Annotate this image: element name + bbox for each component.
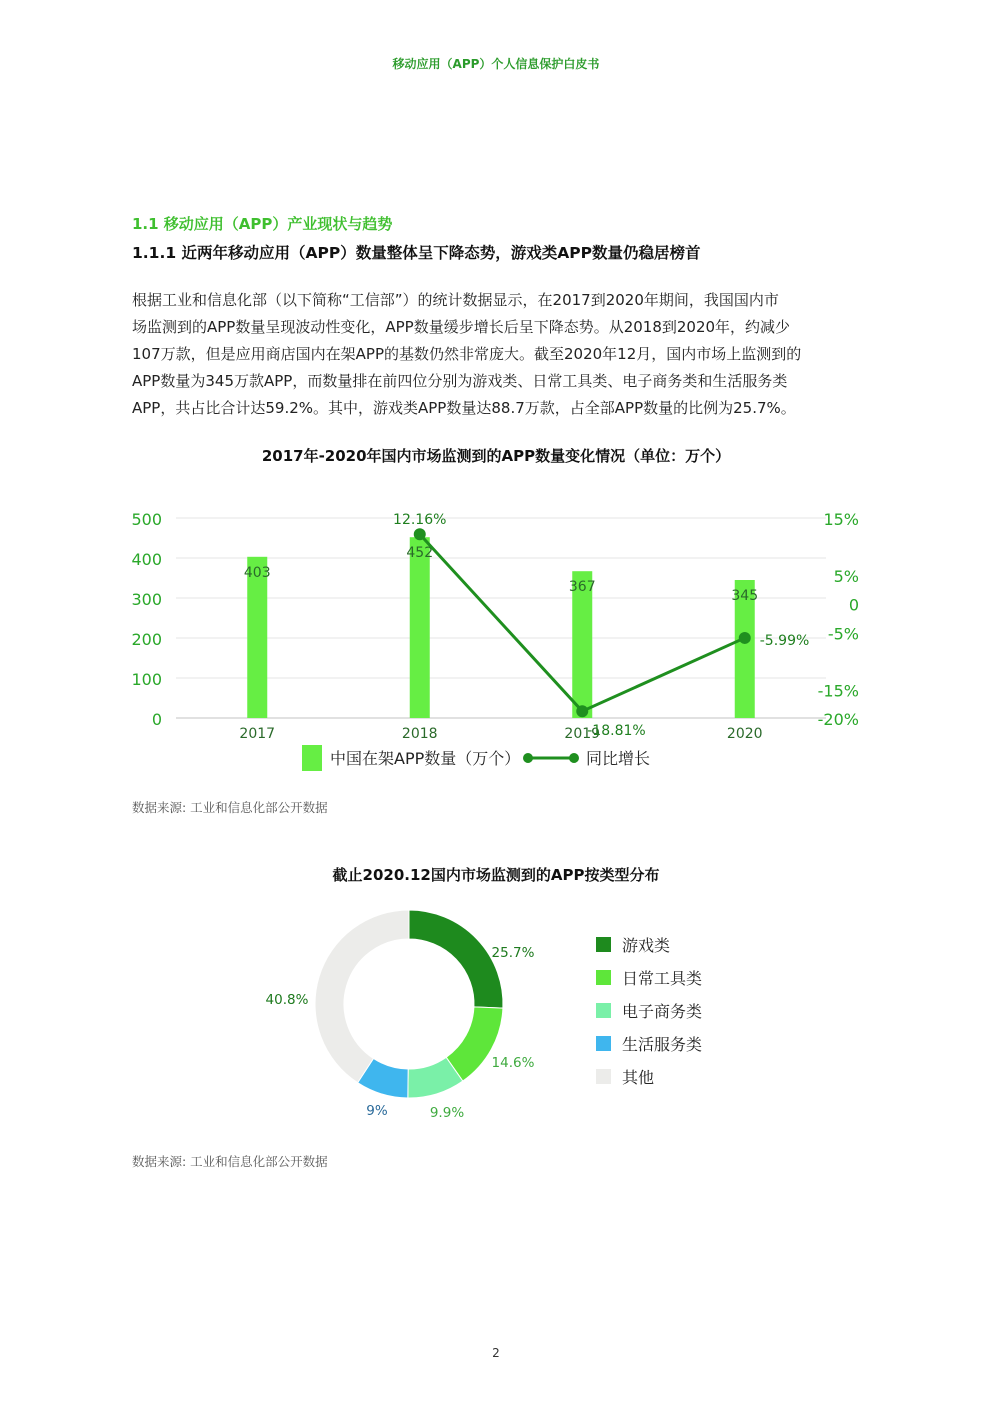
donut-chart [0,900,992,1130]
bar-chart-source: 数据来源: 工业和信息化部公开数据 [132,800,328,815]
running-header: 移动应用（APP）个人信息保护白皮书 [392,57,600,71]
y-left-tick-label: 100 [131,670,162,689]
y-right-tick-label: -15% [817,681,859,701]
y-left-tick-label: 200 [131,630,162,649]
legend-label: 日常工具类 [622,969,703,988]
legend-line-dot [523,753,533,763]
bar-chart [0,495,992,785]
bar-value-label: 367 [568,579,596,596]
legend-bar-swatch [302,745,322,771]
legend-swatch [596,1069,611,1084]
legend-label: 游戏类 [622,936,671,955]
paragraph-line: 场监测到的APP数量呈现波动性变化，APP数量缓步增长后呈下降态势。从2018到2020年，约减少 [132,318,791,336]
x-tick-label: 2019 [564,726,601,742]
legend-swatch [596,937,611,952]
x-tick-label: 2018 [401,726,438,742]
x-tick-label: 2017 [239,726,276,742]
legend-label: 电子商务类 [622,1002,703,1021]
donut-chart-source: 数据来源: 工业和信息化部公开数据 [132,1154,328,1169]
y-right-tick-label: -20% [817,710,859,729]
donut-slice-label: 40.8% [265,992,309,1008]
y-right-tick-label: 5% [833,567,859,587]
growth-point [739,632,751,644]
bar-value-label: 403 [243,564,271,581]
donut-slice-label: 9% [366,1103,388,1119]
paragraph-line: 根据工业和信息化部（以下简称“工信部”）的统计数据显示，在2017到2020年期间，我国国内市 [132,291,779,309]
donut-slice [315,910,409,1083]
y-right-tick-label: 0 [848,595,859,615]
y-right-tick-label: -5% [827,624,859,644]
paragraph-line: APP，共占比合计达59.2%。其中，游戏类APP数量达88.7万款，占全部APP数量的比例为25.7%。 [132,399,796,417]
bar-chart-title: 2017年-2020年国内市场监测到的APP数量变化情况（单位：万个） [261,447,731,465]
bar-value-label: 452 [406,545,434,562]
donut-chart-title: 截止2020.12国内市场监测到的APP按类型分布 [332,866,660,884]
donut-slice-label: 25.7% [491,945,535,961]
paragraph-line: 107万款，但是应用商店国内在架APP的基数仍然非常庞大。截至2020年12月，国内市场上监测到的 [132,345,802,363]
bar [410,537,430,718]
legend-label: 其他 [622,1068,655,1087]
page-number: 2 [492,1346,500,1360]
y-left-tick-label: 300 [131,590,162,609]
y-left-tick-label: 400 [131,550,162,569]
bar [247,557,267,718]
legend-swatch [596,1003,611,1018]
y-right-tick-label: 15% [823,510,859,529]
growth-label: -18.81% [587,723,646,740]
body-paragraph [132,287,862,422]
y-left-tick-label: 0 [151,710,162,729]
legend-swatch [596,970,611,985]
growth-label: -5.99% [759,632,810,649]
donut-slice [409,910,503,1008]
y-left-tick-label: 500 [131,510,162,529]
legend-swatch [596,1036,611,1051]
legend-bar-label: 中国在架APP数量（万个） [330,749,521,768]
paragraph-line: APP数量为345万款APP，而数量排在前四位分别为游戏类、日常工具类、电子商务类和生活服务类 [132,372,788,390]
legend-line-label: 同比增长 [586,749,651,768]
donut-slice-label: 14.6% [491,1055,535,1071]
x-tick-label: 2020 [726,726,763,742]
section-title: 1.1 移动应用（APP）产业现状与趋势 [132,215,393,233]
donut-slice-label: 9.9% [429,1105,465,1121]
subsection-title: 1.1.1 近两年移动应用（APP）数量整体呈下降态势，游戏类APP数量仍稳居榜首 [132,244,701,262]
legend-line-dot [569,753,579,763]
legend-label: 生活服务类 [622,1035,703,1054]
growth-point [576,705,588,717]
growth-point [414,528,426,540]
growth-label: 12.16% [393,512,447,529]
bar-value-label: 345 [731,588,759,604]
